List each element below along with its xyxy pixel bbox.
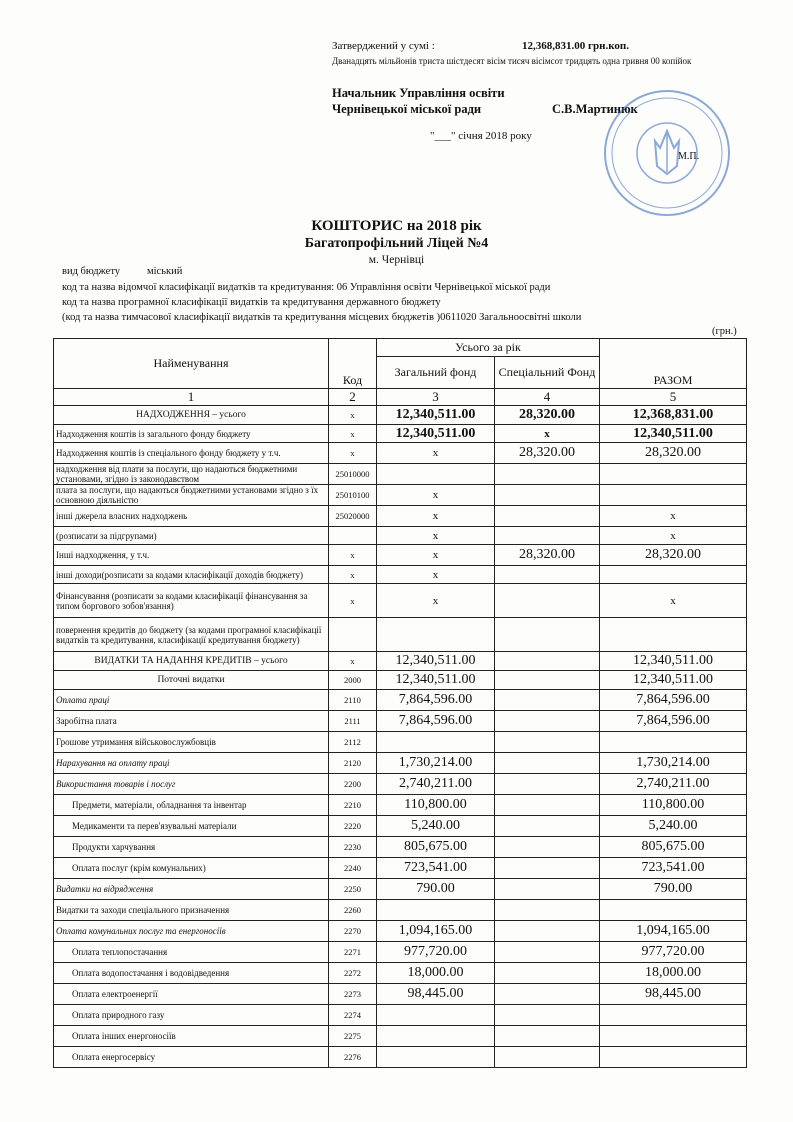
table-row: [54, 443, 747, 464]
row-name: Фінансування (розписати за кодами класифікації фінансування за типом боргового зобов'язання): [54, 584, 329, 618]
row-general-fund: 12,340,511.00: [377, 425, 495, 443]
row-code: 2276: [329, 1047, 377, 1068]
table-row: [54, 425, 747, 443]
row-special-fund: [495, 921, 600, 942]
estimate-table-body: [54, 406, 747, 1068]
row-total: 12,340,511.00: [600, 652, 747, 671]
row-name: Використання товарів і послуг: [54, 774, 329, 795]
estimate-table: [53, 338, 747, 1068]
row-code: 2275: [329, 1026, 377, 1047]
table-row: [54, 1026, 747, 1047]
row-code: 25010100: [329, 485, 377, 506]
row-special-fund: [495, 464, 600, 485]
row-name: ВИДАТКИ ТА НАДАННЯ КРЕДИТІВ – усього: [54, 652, 329, 671]
institution-name: Багатопрофільний Ліцей №4: [304, 236, 489, 251]
row-total: 1,730,214.00: [600, 753, 747, 774]
table-row: [54, 545, 747, 566]
row-general-fund: [377, 732, 495, 753]
column-number: 2: [329, 389, 377, 406]
table-row: [54, 652, 747, 671]
row-name: Продукти харчування: [54, 837, 329, 858]
row-special-fund: [495, 753, 600, 774]
table-row: [54, 527, 747, 545]
table-row: [54, 566, 747, 584]
row-general-fund: 723,541.00: [377, 858, 495, 879]
row-total: 12,368,831.00: [600, 406, 747, 425]
row-special-fund: [495, 858, 600, 879]
row-total: [600, 1026, 747, 1047]
approval-amount-words: Дванадцять мільйонів триста шістдесят вісім тисяч вісімсот тридцять одна гривня 00 копійок: [332, 56, 692, 66]
row-code: x: [329, 652, 377, 671]
row-total: 28,320.00: [600, 545, 747, 566]
row-total: [600, 1005, 747, 1026]
program-code: код та назва програмної класифікації видатків та кредитування державного бюджету: [62, 297, 441, 308]
row-total: [600, 732, 747, 753]
table-row: [54, 732, 747, 753]
row-code: x: [329, 566, 377, 584]
row-special-fund: [495, 506, 600, 527]
row-special-fund: [495, 566, 600, 584]
row-name: Надходження коштів із спеціального фонду бюджету у т.ч.: [54, 443, 329, 464]
header-name: Найменування: [54, 339, 329, 389]
table-row: [54, 671, 747, 690]
row-special-fund: [495, 963, 600, 984]
approver-signatory: С.В.Мартинюк: [552, 102, 638, 116]
header-sum: РАЗОМ: [600, 339, 747, 389]
department-code: код та назва відомчої класифікації видатків та кредитування: 06 Управління освіти Чернівецької міської ради: [62, 282, 551, 293]
row-special-fund: [495, 711, 600, 732]
row-code: 2274: [329, 1005, 377, 1026]
row-general-fund: 7,864,596.00: [377, 690, 495, 711]
table-row: [54, 858, 747, 879]
row-general-fund: x: [377, 545, 495, 566]
row-total: 18,000.00: [600, 963, 747, 984]
table-row: [54, 921, 747, 942]
row-code: 2220: [329, 816, 377, 837]
row-general-fund: 5,240.00: [377, 816, 495, 837]
table-row: [54, 690, 747, 711]
row-code: 2250: [329, 879, 377, 900]
stamp-mp-label: М.П.: [678, 151, 700, 162]
table-row: [54, 618, 747, 652]
row-code: 2110: [329, 690, 377, 711]
column-number: 4: [495, 389, 600, 406]
temporary-classification-code: (код та назва тимчасової класифікації видатків та кредитування місцевих бюджетів )0611020 Загальноосвітні школи: [62, 312, 582, 323]
table-row: [54, 900, 747, 921]
city-name: м. Чернівці: [368, 254, 425, 266]
approval-label: Затверджений у сумі :: [332, 40, 435, 52]
column-number: 1: [54, 389, 329, 406]
row-total: x: [600, 506, 747, 527]
row-general-fund: 12,340,511.00: [377, 671, 495, 690]
table-row: [54, 816, 747, 837]
row-name: Оплата теплопостачання: [54, 942, 329, 963]
row-total: [600, 566, 747, 584]
row-general-fund: 2,740,211.00: [377, 774, 495, 795]
row-special-fund: [495, 879, 600, 900]
row-special-fund: [495, 816, 600, 837]
row-code: 2273: [329, 984, 377, 1005]
row-name: Інші надходження, у т.ч.: [54, 545, 329, 566]
row-total: [600, 485, 747, 506]
row-name: Оплата електроенергії: [54, 984, 329, 1005]
row-name: Оплата праці: [54, 690, 329, 711]
row-special-fund: [495, 1047, 600, 1068]
row-total: 12,340,511.00: [600, 425, 747, 443]
row-total: 28,320.00: [600, 443, 747, 464]
row-code: 2112: [329, 732, 377, 753]
row-total: [600, 618, 747, 652]
row-code: 2240: [329, 858, 377, 879]
row-special-fund: [495, 485, 600, 506]
row-name: Видатки та заходи спеціального призначення: [54, 900, 329, 921]
document-title: КОШТОРИС на 2018 рік: [311, 218, 482, 234]
row-special-fund: [495, 732, 600, 753]
row-name: Заробітна плата: [54, 711, 329, 732]
row-code: 2270: [329, 921, 377, 942]
row-name: повернення кредитів до бюджету (за кодами програмної класифікації видатків та кредитування, класифікації кредитування бюджету): [54, 618, 329, 652]
approval-amount: 12,368,831.00 грн.коп.: [522, 40, 629, 52]
row-total: x: [600, 584, 747, 618]
row-name: Нарахування на оплату праці: [54, 753, 329, 774]
row-name: Оплата інших енергоносіїв: [54, 1026, 329, 1047]
row-special-fund: [495, 584, 600, 618]
row-total: 5,240.00: [600, 816, 747, 837]
row-total: 2,740,211.00: [600, 774, 747, 795]
row-general-fund: [377, 900, 495, 921]
row-total: 110,800.00: [600, 795, 747, 816]
row-name: (розписати за підгрупами): [54, 527, 329, 545]
table-row: [54, 1047, 747, 1068]
row-name: НАДХОДЖЕННЯ – усього: [54, 406, 329, 425]
row-special-fund: x: [495, 425, 600, 443]
row-special-fund: [495, 690, 600, 711]
row-general-fund: x: [377, 527, 495, 545]
row-general-fund: x: [377, 485, 495, 506]
row-special-fund: [495, 774, 600, 795]
row-total: 723,541.00: [600, 858, 747, 879]
row-code: x: [329, 443, 377, 464]
row-special-fund: 28,320.00: [495, 545, 600, 566]
row-code: [329, 527, 377, 545]
row-total: 98,445.00: [600, 984, 747, 1005]
row-name: інші доходи(розписати за кодами класифікації доходів бюджету): [54, 566, 329, 584]
row-special-fund: [495, 900, 600, 921]
header-general-fund: Загальний фонд: [377, 357, 495, 389]
row-code: [329, 618, 377, 652]
row-code: 25020000: [329, 506, 377, 527]
row-general-fund: 1,094,165.00: [377, 921, 495, 942]
row-code: 25010000: [329, 464, 377, 485]
row-total: 1,094,165.00: [600, 921, 747, 942]
table-row: [54, 963, 747, 984]
row-general-fund: x: [377, 443, 495, 464]
row-code: 2260: [329, 900, 377, 921]
row-total: 790.00: [600, 879, 747, 900]
table-row: [54, 984, 747, 1005]
row-total: x: [600, 527, 747, 545]
row-name: Предмети, матеріали, обладнання та інвентар: [54, 795, 329, 816]
table-row: [54, 795, 747, 816]
row-code: x: [329, 425, 377, 443]
row-general-fund: 805,675.00: [377, 837, 495, 858]
row-total: 7,864,596.00: [600, 711, 747, 732]
budget-type-value: міський: [147, 266, 183, 277]
row-code: 2111: [329, 711, 377, 732]
row-name: Надходження коштів із загального фонду бюджету: [54, 425, 329, 443]
row-total: [600, 464, 747, 485]
row-name: надходження від плати за послуги, що надаються бюджетними установами, згідно із законодавством: [54, 464, 329, 485]
approver-position-line2: Чернівецької міської ради: [332, 102, 482, 116]
row-general-fund: 7,864,596.00: [377, 711, 495, 732]
column-number: 5: [600, 389, 747, 406]
table-row: [54, 1005, 747, 1026]
header-code: Код: [329, 339, 377, 389]
column-number: 3: [377, 389, 495, 406]
row-code: 2200: [329, 774, 377, 795]
table-row: [54, 774, 747, 795]
row-name: Оплата природного газу: [54, 1005, 329, 1026]
row-general-fund: x: [377, 566, 495, 584]
table-row: [54, 879, 747, 900]
header-total-year: Усього за рік: [377, 339, 600, 357]
row-general-fund: [377, 1005, 495, 1026]
table-row: [54, 485, 747, 506]
header-special-fund: Спеціальний Фонд: [495, 357, 600, 389]
row-general-fund: 12,340,511.00: [377, 406, 495, 425]
approval-date: "___" січня 2018 року: [430, 130, 532, 142]
row-special-fund: 28,320.00: [495, 443, 600, 464]
row-special-fund: [495, 1005, 600, 1026]
approver-position-line1: Начальник Управління освіти: [332, 86, 505, 100]
row-total: [600, 900, 747, 921]
row-name: Видатки на відрядження: [54, 879, 329, 900]
row-name: Оплата комунальних послуг та енергоносіїв: [54, 921, 329, 942]
row-code: x: [329, 545, 377, 566]
row-general-fund: 790.00: [377, 879, 495, 900]
currency-unit: (грн.): [712, 326, 737, 337]
row-general-fund: [377, 464, 495, 485]
row-general-fund: 98,445.00: [377, 984, 495, 1005]
row-general-fund: [377, 1047, 495, 1068]
column-numbers-row: [54, 389, 747, 406]
row-general-fund: 1,730,214.00: [377, 753, 495, 774]
table-row: [54, 584, 747, 618]
row-total: 7,864,596.00: [600, 690, 747, 711]
row-general-fund: x: [377, 584, 495, 618]
row-general-fund: x: [377, 506, 495, 527]
row-name: Медикаменти та перев'язувальні матеріали: [54, 816, 329, 837]
row-special-fund: [495, 652, 600, 671]
row-name: Оплата водопостачання і водовідведення: [54, 963, 329, 984]
row-special-fund: [495, 618, 600, 652]
row-general-fund: 18,000.00: [377, 963, 495, 984]
row-name: Оплата послуг (крім комунальних): [54, 858, 329, 879]
row-special-fund: [495, 942, 600, 963]
row-name: Поточні видатки: [54, 671, 329, 690]
table-row: [54, 837, 747, 858]
table-row: [54, 753, 747, 774]
row-code: x: [329, 406, 377, 425]
table-row: [54, 406, 747, 425]
table-row: [54, 464, 747, 485]
row-total: 12,340,511.00: [600, 671, 747, 690]
table-row: [54, 942, 747, 963]
row-special-fund: [495, 984, 600, 1005]
row-code: 2120: [329, 753, 377, 774]
row-code: x: [329, 584, 377, 618]
row-total: [600, 1047, 747, 1068]
row-total: 977,720.00: [600, 942, 747, 963]
row-general-fund: 977,720.00: [377, 942, 495, 963]
row-special-fund: [495, 527, 600, 545]
row-general-fund: 110,800.00: [377, 795, 495, 816]
row-code: 2000: [329, 671, 377, 690]
row-code: 2272: [329, 963, 377, 984]
row-name: Грошове утримання військовослужбовців: [54, 732, 329, 753]
row-special-fund: 28,320.00: [495, 406, 600, 425]
budget-type-label: вид бюджету: [62, 266, 121, 277]
row-special-fund: [495, 1026, 600, 1047]
row-name: плата за послуги, що надаються бюджетними установами згідно з їх основною діяльністю: [54, 485, 329, 506]
row-name: інші джерела власних надходжень: [54, 506, 329, 527]
row-code: 2210: [329, 795, 377, 816]
table-row: [54, 506, 747, 527]
row-general-fund: [377, 1026, 495, 1047]
row-general-fund: [377, 618, 495, 652]
row-special-fund: [495, 837, 600, 858]
row-total: 805,675.00: [600, 837, 747, 858]
table-row: [54, 711, 747, 732]
row-name: Оплата енергосервісу: [54, 1047, 329, 1068]
row-code: 2230: [329, 837, 377, 858]
row-special-fund: [495, 671, 600, 690]
row-special-fund: [495, 795, 600, 816]
row-code: 2271: [329, 942, 377, 963]
official-seal-icon: [600, 86, 735, 221]
row-general-fund: 12,340,511.00: [377, 652, 495, 671]
